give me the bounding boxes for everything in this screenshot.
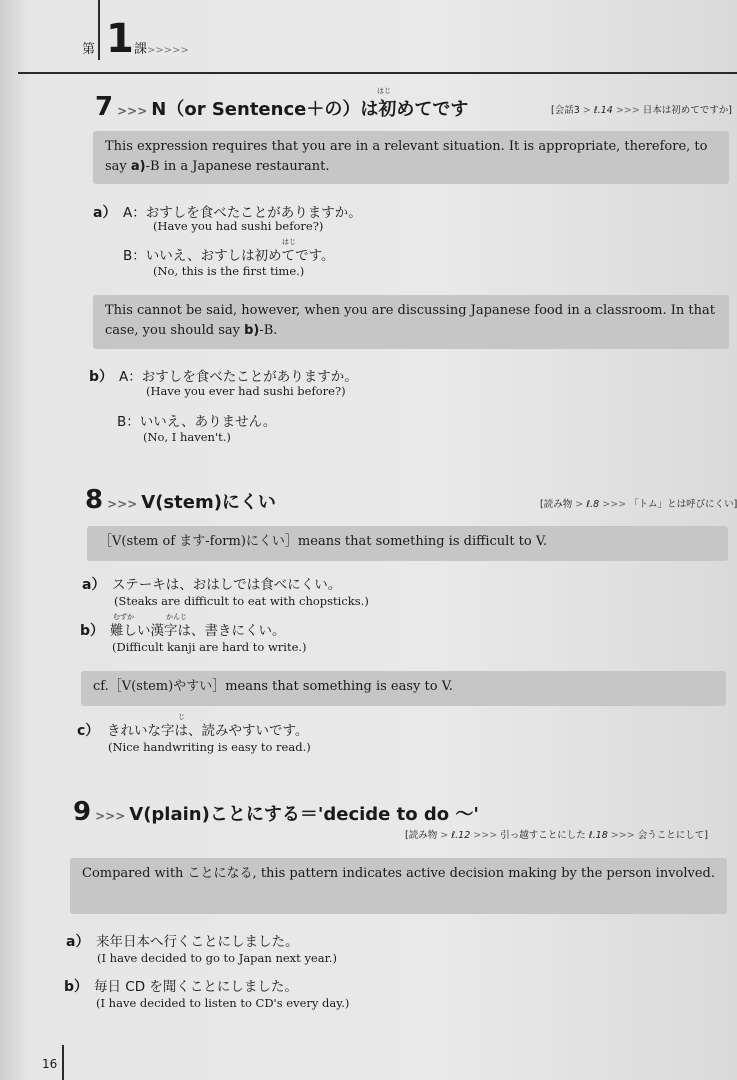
- ref-gt: >: [575, 499, 584, 510]
- example-japanese: A：おすしを食べたことがありますか。: [123, 205, 362, 221]
- example-7a-translation-a: (Have you had sushi before?): [153, 219, 324, 233]
- box-text: Compared with ことになる, this pattern indicates active decision making by the person involved.: [82, 866, 716, 881]
- example-8b-ruby-1: むずか: [113, 613, 134, 621]
- box-text: This cannot be said, however, when you are discussing Japanese food in a classroom. In that case, you should say: [105, 303, 715, 338]
- chapter-prefix: 第: [82, 42, 96, 57]
- chapter-suffix: [134, 38, 189, 57]
- ref-line: ℓ.12: [448, 830, 474, 841]
- example-9b-translation: (I have decided to listen to CD's every day.): [96, 996, 350, 1010]
- example-9a: [66, 930, 299, 951]
- example-7b-line-b: [117, 410, 276, 430]
- section-title: V(stem)にくい: [141, 492, 276, 513]
- example-8c-ruby: じ: [178, 713, 185, 721]
- box-text: cf.［V(stem)やすい］means that something is easy to V.: [93, 679, 453, 694]
- example-japanese: B：いいえ、ありません。: [117, 414, 277, 430]
- section-title: V(plain)ことにする＝'decide to do ～': [129, 804, 479, 825]
- example-8b-translation: (Difficult kanji are hard to write.): [112, 640, 307, 654]
- ref-text: 日本は初めてですか]: [639, 105, 732, 116]
- ref-line: ℓ.14: [590, 105, 616, 116]
- box-text: ［V(stem of ます-form)にくい］means that something is difficult to V.: [99, 534, 548, 549]
- section-7-explanation-box: [93, 131, 729, 184]
- section-number: 9: [73, 797, 92, 827]
- section-9-reference: [405, 827, 708, 841]
- box-bold: a): [130, 159, 146, 174]
- ref-line: ℓ.8: [583, 499, 603, 510]
- section-8-comparison-box: [81, 671, 726, 706]
- header-rule: [18, 72, 737, 74]
- section-7-reference: [551, 102, 732, 116]
- ref-gt: >: [440, 830, 449, 841]
- section-9-heading: [73, 797, 479, 827]
- example-7a-line-b: [123, 244, 335, 264]
- example-7a-ruby: はじ: [282, 238, 296, 246]
- example-label: a）: [93, 205, 117, 221]
- example-label: b）: [64, 979, 89, 995]
- section-arrows: >>>: [95, 809, 126, 823]
- box-text: This expression requires that you are in a relevant situation. It is appropriate, therefore, to say: [105, 139, 708, 174]
- example-7b-translation-a: (Have you ever had sushi before?): [146, 384, 346, 398]
- example-9a-translation: (I have decided to go to Japan next year.): [97, 951, 337, 965]
- example-japanese: ステーキは、おはしでは食べにくい。: [112, 577, 342, 593]
- chapter-number: 1: [106, 16, 134, 62]
- section-7-title-ruby: はじ: [377, 87, 391, 95]
- ref-open: [読み物: [540, 499, 576, 510]
- ref-gt: >: [582, 105, 591, 116]
- example-7b-line-a: [89, 365, 358, 386]
- ref-arrows: >>>: [615, 105, 640, 116]
- box-bold: b): [244, 323, 260, 338]
- example-8a-translation: (Steaks are difficult to eat with chopsticks.): [114, 594, 369, 608]
- header-divider: [98, 0, 100, 60]
- section-arrows: >>>: [117, 104, 148, 118]
- example-label: b）: [80, 623, 105, 639]
- ref-line-2: ℓ.18: [588, 830, 611, 841]
- example-japanese: 難しい漢字は、書きにくい。: [110, 623, 286, 639]
- ref-open: [読み物: [405, 830, 441, 841]
- section-8-heading: [85, 485, 276, 515]
- section-number: 8: [85, 485, 104, 515]
- example-japanese: きれいな字は、読みやすいです。: [107, 723, 309, 739]
- example-8b: [80, 619, 286, 640]
- box-text-end: -B.: [259, 323, 278, 338]
- example-7a-translation-b: (No, this is the first time.): [153, 264, 305, 278]
- ref-text-2: 会うことにして]: [634, 830, 708, 841]
- section-7-heading: [95, 92, 468, 122]
- example-japanese: A：おすしを食べたことがありますか。: [119, 369, 358, 385]
- example-8b-ruby-2: かんじ: [166, 613, 187, 621]
- example-8c: [77, 719, 308, 740]
- ref-arrows: >>>: [602, 499, 627, 510]
- example-8c-translation: (Nice handwriting is easy to read.): [108, 740, 311, 754]
- example-japanese: 来年日本へ行くことにしました。: [96, 934, 299, 950]
- ref-arrows-2: >>>: [610, 830, 635, 841]
- section-8-reference: [540, 496, 737, 510]
- footer-divider: [62, 1045, 64, 1080]
- section-7-note-box: [93, 295, 729, 349]
- ref-arrows: >>>: [473, 830, 498, 841]
- example-8a: [82, 573, 341, 594]
- section-arrows: >>>: [107, 497, 138, 511]
- section-title: N（or Sentence＋の）は初めてです: [151, 99, 469, 120]
- chapter-suffix-label: 課: [134, 42, 148, 57]
- example-label: a）: [66, 934, 90, 950]
- example-label: a）: [82, 577, 106, 593]
- example-label: c）: [77, 723, 100, 739]
- ref-text: 引っ越すことにした: [497, 830, 589, 841]
- example-9b: [64, 975, 298, 996]
- example-7b-translation-b: (No, I haven't.): [143, 430, 231, 444]
- section-8-explanation-box: [87, 526, 728, 561]
- box-text-end: -B in a Japanese restaurant.: [145, 159, 330, 174]
- example-japanese: B：いいえ、おすしは初めてです。: [123, 248, 335, 264]
- ref-text: 「トム」とは呼びにくい]: [626, 499, 737, 510]
- ref-open: [会話3: [551, 105, 583, 116]
- section-number: 7: [95, 92, 114, 122]
- example-japanese: 毎日 CD を聞くことにしました。: [94, 979, 298, 995]
- chapter-arrows: >>>>>: [147, 45, 189, 56]
- section-9-explanation-box: [70, 858, 727, 914]
- page-number: 16: [42, 1057, 58, 1071]
- example-label: b）: [89, 369, 114, 385]
